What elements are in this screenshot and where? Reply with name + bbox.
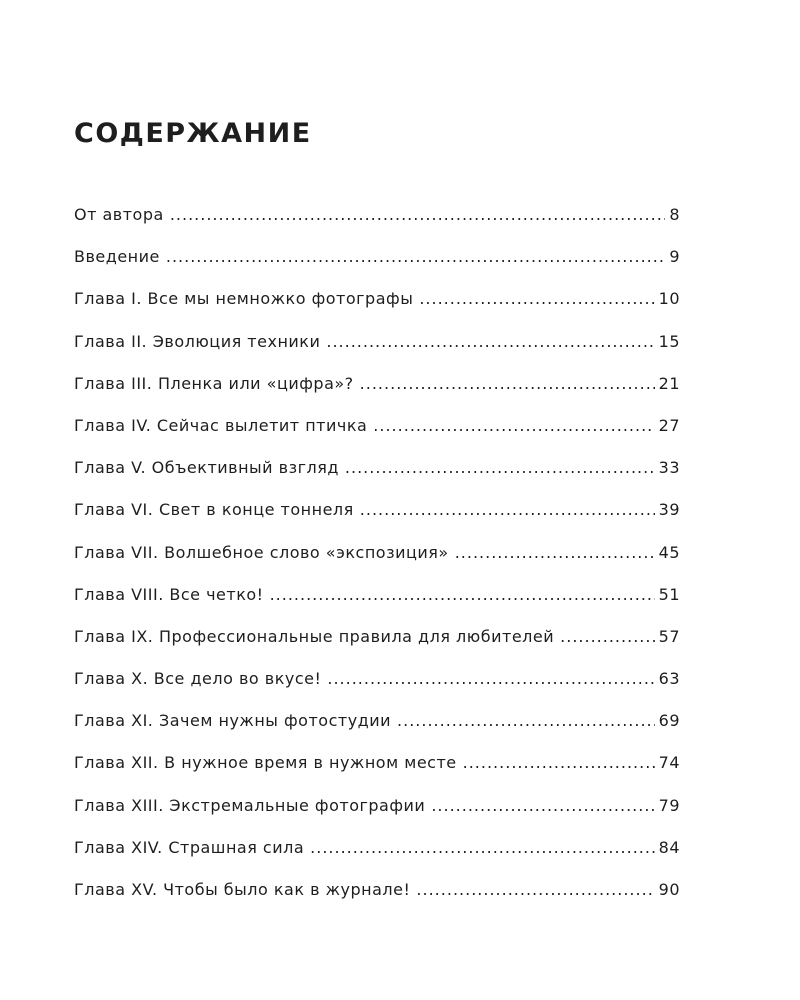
toc-entry-title: Глава XI. Зачем нужны фотостудии (74, 711, 392, 731)
dot-leader (360, 500, 655, 519)
toc-entry-page: 45 (658, 542, 680, 562)
toc-entry (74, 880, 680, 922)
dot-leader (345, 458, 655, 477)
dot-leader (397, 711, 655, 730)
dot-leader (166, 247, 665, 266)
toc-entry-page: 33 (658, 458, 680, 478)
toc-entry (74, 753, 680, 795)
page-title: СОДЕРЖАНИЕ (74, 118, 312, 149)
toc-entry-page: 74 (658, 753, 680, 773)
dot-leader (360, 374, 655, 393)
toc-entry-title: Глава IV. Сейчас вылетит птичка (74, 415, 368, 435)
toc-entry-page: 9 (669, 247, 680, 267)
dot-leader (270, 585, 655, 604)
toc-entry (74, 458, 680, 500)
toc-entry-page: 90 (658, 880, 680, 899)
toc-entry-title: Глава VII. Волшебное слово «экспозиция» (74, 542, 449, 562)
toc-entry (74, 289, 680, 331)
dot-leader (327, 669, 654, 688)
toc-entry (74, 332, 680, 374)
toc-entry-title: Глава II. Эволюция техники (74, 331, 321, 351)
dot-leader (373, 416, 654, 435)
toc-entry-title: Глава XII. В нужное время в нужном месте (74, 753, 457, 773)
dot-leader (560, 627, 654, 646)
toc-entry-title: Глава XIII. Экстремальные фотографии (74, 795, 426, 815)
toc-entry-title: Введение (74, 247, 160, 267)
dot-leader (326, 332, 654, 351)
toc-entry-page: 15 (658, 331, 680, 351)
toc-entry (74, 796, 680, 838)
dot-leader (455, 543, 655, 562)
toc-entry (74, 500, 680, 542)
toc-entry-page: 8 (669, 205, 680, 224)
table-of-contents (74, 205, 680, 922)
toc-entry (74, 247, 680, 289)
toc-entry-title: Глава VIII. Все четко! (74, 584, 264, 604)
toc-entry-page: 10 (658, 289, 680, 309)
toc-entry-page: 21 (658, 373, 680, 393)
toc-entry-page: 27 (658, 415, 680, 435)
toc-entry-title: Глава V. Объективный взгляд (74, 458, 339, 478)
toc-entry (74, 627, 680, 669)
toc-entry-title: Глава IX. Профессиональные правила для любителей (74, 626, 555, 646)
toc-entry-page: 63 (658, 669, 680, 689)
toc-entry-page: 84 (658, 837, 680, 857)
toc-entry-title: Глава III. Пленка или «цифра»? (74, 373, 354, 393)
toc-entry (74, 669, 680, 711)
toc-entry-title: Глава X. Все дело во вкусе! (74, 669, 322, 689)
toc-entry-page: 57 (658, 626, 680, 646)
dot-leader (419, 289, 654, 308)
dot-leader (170, 205, 666, 224)
toc-entry-title: Глава VI. Свет в конце тоннеля (74, 500, 354, 520)
toc-entry (74, 838, 680, 880)
dot-leader (431, 796, 654, 815)
dot-leader (463, 753, 655, 772)
toc-entry-title: Глава XV. Чтобы было как в журнале! (74, 880, 411, 899)
toc-entry-page: 39 (658, 500, 680, 520)
toc-entry (74, 585, 680, 627)
toc-entry (74, 205, 680, 247)
toc-entry-page: 69 (658, 711, 680, 731)
toc-entry-title: От автора (74, 205, 164, 224)
toc-entry-page: 51 (658, 584, 680, 604)
toc-entry-title: Глава I. Все мы немножко фотографы (74, 289, 414, 309)
dot-leader (310, 838, 655, 857)
toc-entry (74, 416, 680, 458)
toc-entry-title: Глава XIV. Страшная сила (74, 837, 305, 857)
toc-entry (74, 711, 680, 753)
toc-entry (74, 374, 680, 416)
toc-entry-page: 79 (658, 795, 680, 815)
toc-entry (74, 543, 680, 585)
dot-leader (416, 880, 654, 899)
